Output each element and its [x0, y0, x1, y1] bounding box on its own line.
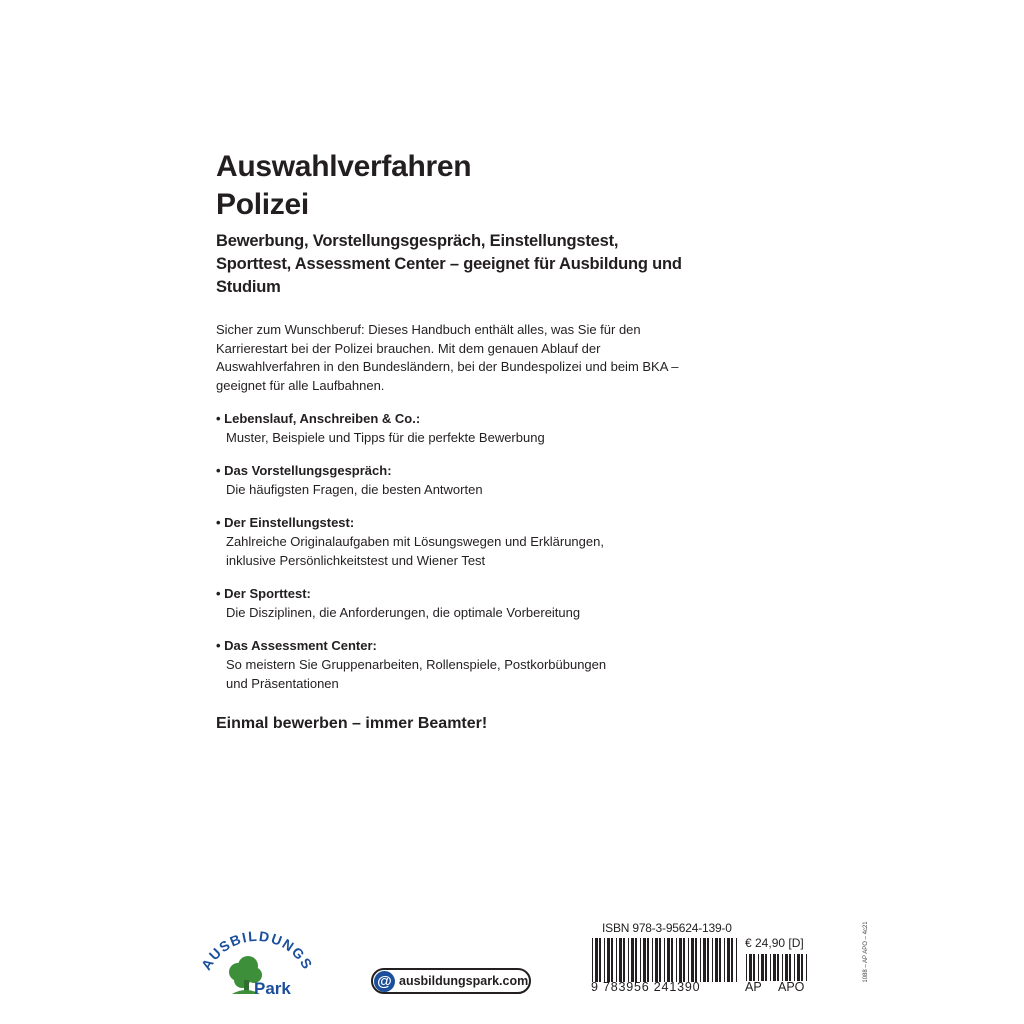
- barcode-bar: [789, 954, 791, 981]
- price-label: € 24,90 [D]: [745, 936, 804, 950]
- barcode-bar: [647, 938, 649, 982]
- barcode-bar: [782, 954, 783, 981]
- feature-description: Die Disziplinen, die Anforderungen, die optimale Vorbereitung: [226, 605, 581, 620]
- barcode-bar: [765, 954, 767, 981]
- feature-heading: • Das Assessment Center:: [216, 636, 686, 655]
- barcode-bar: [688, 938, 689, 982]
- code-ap: AP: [745, 980, 762, 994]
- barcode-bar: [628, 938, 629, 982]
- barcode-bar: [631, 938, 634, 982]
- barcode-bar: [712, 938, 713, 982]
- title-line-2: Polizei: [216, 188, 309, 221]
- barcode-bar: [599, 938, 601, 982]
- barcode-bar: [671, 938, 673, 982]
- barcode-bar: [727, 938, 730, 982]
- feature-description: Zahlreiche Originalaufgaben mit Lösungswegen und Erklärungen, inklusive Persönlichkeitstest und Wiener Test: [226, 534, 604, 568]
- website-url: ausbildungspark.com: [399, 974, 529, 988]
- barcode-bar: [607, 938, 610, 982]
- feature-item: [216, 636, 686, 693]
- barcode-bar: [643, 938, 646, 982]
- barcode-bar: [619, 938, 622, 982]
- website-badge[interactable]: [371, 968, 531, 994]
- feature-item: [216, 461, 686, 499]
- barcode-bar: [707, 938, 709, 982]
- barcode-bar: [604, 938, 605, 982]
- feature-heading: • Lebenslauf, Anschreiben & Co.:: [216, 409, 686, 428]
- barcode-bar: [746, 954, 747, 981]
- barcode-bar: [715, 938, 718, 982]
- barcode-bar: [801, 954, 803, 981]
- barcode-bar: [806, 954, 807, 981]
- barcode-bar: [700, 938, 701, 982]
- barcode-bar: [683, 938, 685, 982]
- barcode-bar: [731, 938, 733, 982]
- barcode-bar: [664, 938, 665, 982]
- book-title: [216, 148, 686, 224]
- back-cover-text: [216, 148, 686, 735]
- feature-heading: • Der Sporttest:: [216, 584, 686, 603]
- barcode-bar: [640, 938, 641, 982]
- feature-heading: • Der Einstellungstest:: [216, 513, 686, 532]
- barcode-bar: [676, 938, 677, 982]
- barcode-digits: 9 783956 241390: [591, 980, 701, 994]
- logo-arc-text: AUSBILDUNGS: [197, 928, 317, 973]
- barcode-bar: [659, 938, 661, 982]
- barcode-bar: [724, 938, 725, 982]
- at-sign-icon: @: [374, 971, 395, 992]
- barcode-bar: [753, 954, 755, 981]
- feature-item: [216, 409, 686, 447]
- barcode-bar: [758, 954, 759, 981]
- side-print-code: 1088 – AP APO – 4c21: [863, 921, 869, 983]
- barcode-bar: [777, 954, 779, 981]
- barcode-bar: [719, 938, 721, 982]
- barcode-bar: [773, 954, 776, 981]
- book-subtitle: Bewerbung, Vorstellungsgespräch, Einstellungstest, Sporttest, Assessment Center – geeignet für Ausbildung und Studium: [216, 232, 682, 296]
- barcode-bar: [655, 938, 658, 982]
- price-barcode: [745, 954, 809, 981]
- barcode-bar: [794, 954, 795, 981]
- barcode-bar: [635, 938, 637, 982]
- tagline: Einmal bewerben – immer Beamter!: [216, 715, 488, 732]
- logo-word: Park: [254, 979, 291, 998]
- feature-heading: • Das Vorstellungsgespräch:: [216, 461, 686, 480]
- barcode-bar: [652, 938, 653, 982]
- isbn-label: ISBN 978-3-95624-139-0: [602, 921, 732, 935]
- barcode-bar: [695, 938, 697, 982]
- barcode-bar: [691, 938, 694, 982]
- barcode-bar: [623, 938, 625, 982]
- barcode-bar: [761, 954, 764, 981]
- barcode-bar: [611, 938, 613, 982]
- barcode-bar: [797, 954, 800, 981]
- barcode-bar: [592, 938, 593, 982]
- feature-description: So meistern Sie Gruppenarbeiten, Rollenspiele, Postkorbübungen und Präsentationen: [226, 657, 607, 691]
- feature-item: [216, 513, 686, 570]
- barcode-bar: [770, 954, 771, 981]
- code-apo: APO: [778, 980, 805, 994]
- feature-list: [216, 409, 686, 693]
- publisher-logo: [192, 928, 322, 1000]
- barcode-bar: [679, 938, 682, 982]
- title-line-1: Auswahlverfahren: [216, 150, 472, 183]
- barcode-bar: [703, 938, 706, 982]
- barcode-bar: [667, 938, 670, 982]
- intro-paragraph: Sicher zum Wunschberuf: Dieses Handbuch enthält alles, was Sie für den Karrierestart bei der Polizei brauchen. Mit dem genauen Ablauf der Auswahlverfahren in den Bundesländern, bei der Bundespolizei und beim BKA – geeignet für alle Laufbahnen.: [216, 322, 679, 393]
- barcode-bar: [736, 938, 737, 982]
- feature-description: Muster, Beispiele und Tipps für die perfekte Bewerbung: [226, 430, 545, 445]
- barcode-bar: [785, 954, 788, 981]
- barcode-bar: [749, 954, 752, 981]
- feature-description: Die häufigsten Fragen, die besten Antworten: [226, 482, 483, 497]
- feature-item: [216, 584, 686, 622]
- barcode-bar: [595, 938, 598, 982]
- barcode-bar: [616, 938, 617, 982]
- isbn-barcode: [591, 938, 739, 982]
